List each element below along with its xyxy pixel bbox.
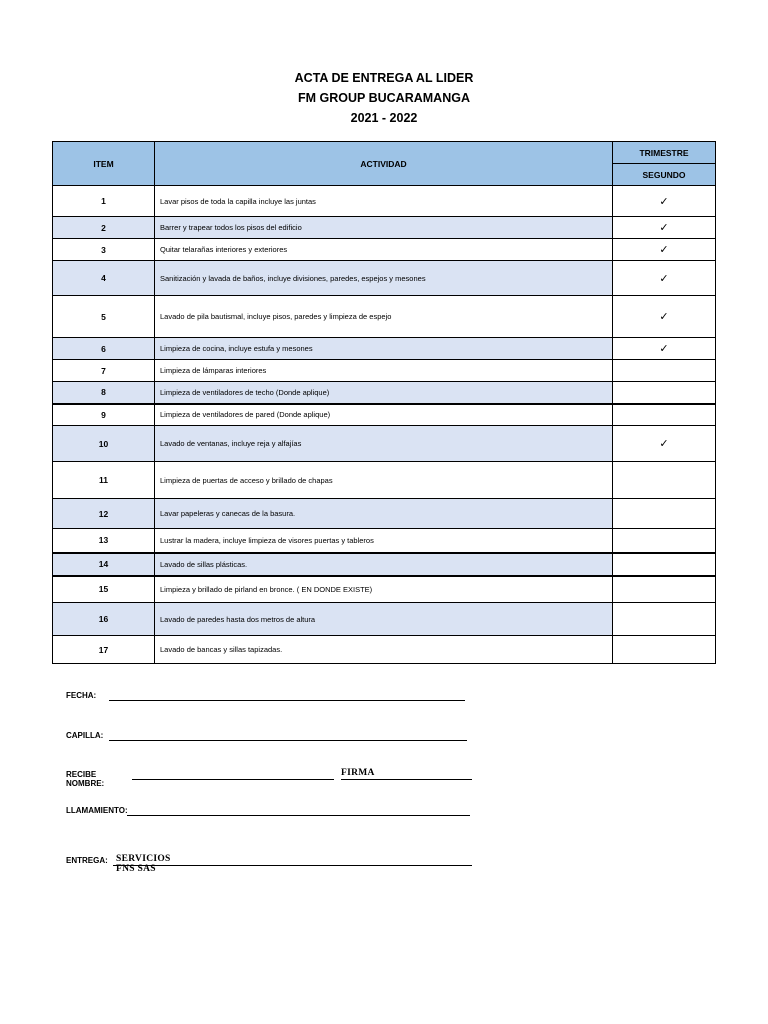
table-row bbox=[53, 499, 716, 529]
recibe-nombre-line[interactable] bbox=[132, 779, 334, 780]
table-row bbox=[53, 186, 716, 217]
table-row bbox=[53, 338, 716, 360]
row-activity: Lustrar la madera, incluye limpieza de visores puertas y tableros bbox=[155, 529, 613, 553]
table-row bbox=[53, 603, 716, 636]
row-check-cell bbox=[613, 636, 716, 664]
row-item-number: 6 bbox=[53, 338, 155, 360]
row-check-cell bbox=[613, 576, 716, 603]
fecha-line[interactable] bbox=[109, 700, 465, 701]
table-row bbox=[53, 576, 716, 603]
checkmark-icon: ✓ bbox=[659, 342, 669, 355]
checkmark-icon: ✓ bbox=[659, 271, 669, 285]
row-check-cell bbox=[613, 239, 716, 261]
row-check-cell bbox=[613, 499, 716, 529]
llamamiento-line[interactable] bbox=[127, 815, 470, 816]
row-item-number: 13 bbox=[53, 529, 155, 553]
table-row bbox=[53, 426, 716, 462]
row-item-number: 12 bbox=[53, 499, 155, 529]
col-trimestre-header: TRIMESTRE bbox=[613, 142, 716, 164]
table-row bbox=[53, 261, 716, 296]
row-item-number: 3 bbox=[53, 239, 155, 261]
checkmark-icon: ✓ bbox=[659, 221, 669, 234]
row-check-cell bbox=[613, 217, 716, 239]
row-item-number: 4 bbox=[53, 261, 155, 296]
row-check-cell bbox=[613, 360, 716, 382]
row-check-cell bbox=[613, 426, 716, 462]
col-item-header: ITEM bbox=[53, 142, 155, 186]
capilla-line[interactable] bbox=[109, 740, 467, 741]
row-item-number: 1 bbox=[53, 186, 155, 217]
row-item-number: 8 bbox=[53, 382, 155, 404]
row-activity: Limpieza de ventiladores de pared (Donde aplique) bbox=[155, 404, 613, 426]
row-item-number: 9 bbox=[53, 404, 155, 426]
col-actividad-header: ACTIVIDAD bbox=[155, 142, 613, 186]
row-item-number: 5 bbox=[53, 296, 155, 338]
row-activity: Lavado de bancas y sillas tapizadas. bbox=[155, 636, 613, 664]
table-row bbox=[53, 296, 716, 338]
document-title: ACTA DE ENTREGA AL LIDER bbox=[294, 71, 474, 85]
table-row bbox=[53, 529, 716, 553]
row-item-number: 17 bbox=[53, 636, 155, 664]
row-check-cell bbox=[613, 603, 716, 636]
row-activity: Lavado de ventanas, incluye reja y alfajías bbox=[155, 426, 613, 462]
row-check-cell bbox=[613, 296, 716, 338]
row-activity: Barrer y trapear todos los pisos del edificio bbox=[155, 217, 613, 239]
table-row bbox=[53, 360, 716, 382]
row-check-cell bbox=[613, 462, 716, 499]
row-activity: Limpieza de puertas de acceso y brillado de chapas bbox=[155, 462, 613, 499]
entrega-label: ENTREGA: bbox=[66, 856, 108, 865]
row-item-number: 15 bbox=[53, 576, 155, 603]
row-check-cell bbox=[613, 338, 716, 360]
checkmark-icon: ✓ bbox=[659, 437, 669, 450]
firma-label: FIRMA bbox=[341, 768, 375, 778]
entrega-value: SERVICIOS FNS SAS bbox=[116, 854, 171, 874]
entrega-line[interactable] bbox=[113, 865, 472, 866]
row-activity: Sanitización y lavada de baños, incluye divisiones, paredes, espejos y mesones bbox=[155, 261, 613, 296]
document-period: 2021 - 2022 bbox=[350, 111, 418, 125]
col-segundo-header: SEGUNDO bbox=[613, 164, 716, 186]
row-check-cell bbox=[613, 529, 716, 553]
row-item-number: 10 bbox=[53, 426, 155, 462]
table-row bbox=[53, 239, 716, 261]
row-check-cell bbox=[613, 553, 716, 576]
row-check-cell bbox=[613, 382, 716, 404]
row-activity: Lavar pisos de toda la capilla incluye las juntas bbox=[155, 186, 613, 217]
recibe-nombre-label: RECIBE NOMBRE: bbox=[66, 770, 105, 788]
fecha-label: FECHA: bbox=[66, 691, 97, 700]
row-activity: Limpieza de lámparas interiores bbox=[155, 360, 613, 382]
checkmark-icon: ✓ bbox=[659, 243, 669, 256]
row-activity: Limpieza y brillado de pirland en bronce. ( EN DONDE EXISTE) bbox=[155, 576, 613, 603]
activity-table bbox=[52, 141, 716, 664]
row-item-number: 11 bbox=[53, 462, 155, 499]
row-check-cell bbox=[613, 404, 716, 426]
table-row bbox=[53, 462, 716, 499]
row-check-cell bbox=[613, 261, 716, 296]
row-item-number: 7 bbox=[53, 360, 155, 382]
llamamiento-label: LLAMAMIENTO: bbox=[66, 806, 128, 815]
table-row bbox=[53, 553, 716, 576]
checkmark-icon: ✓ bbox=[659, 310, 669, 323]
checkmark-icon: ✓ bbox=[659, 194, 669, 208]
row-activity: Lavado de paredes hasta dos metros de altura bbox=[155, 603, 613, 636]
capilla-label: CAPILLA: bbox=[66, 731, 104, 740]
document-header bbox=[0, 68, 768, 128]
row-activity: Quitar telarañas interiores y exteriores bbox=[155, 239, 613, 261]
firma-line[interactable] bbox=[341, 779, 472, 780]
table-row bbox=[53, 217, 716, 239]
row-check-cell bbox=[613, 186, 716, 217]
row-activity: Lavado de pila bautismal, incluye pisos, paredes y limpieza de espejo bbox=[155, 296, 613, 338]
table-row bbox=[53, 404, 716, 426]
row-activity: Limpieza de cocina, incluye estufa y mesones bbox=[155, 338, 613, 360]
row-activity: Limpieza de ventiladores de techo (Donde aplique) bbox=[155, 382, 613, 404]
row-activity: Lavado de sillas plásticas. bbox=[155, 553, 613, 576]
row-item-number: 2 bbox=[53, 217, 155, 239]
row-item-number: 14 bbox=[53, 553, 155, 576]
table-row bbox=[53, 382, 716, 404]
row-activity: Lavar papeleras y canecas de la basura. bbox=[155, 499, 613, 529]
document-company: FM GROUP BUCARAMANGA bbox=[298, 91, 470, 105]
table-row bbox=[53, 636, 716, 664]
row-item-number: 16 bbox=[53, 603, 155, 636]
